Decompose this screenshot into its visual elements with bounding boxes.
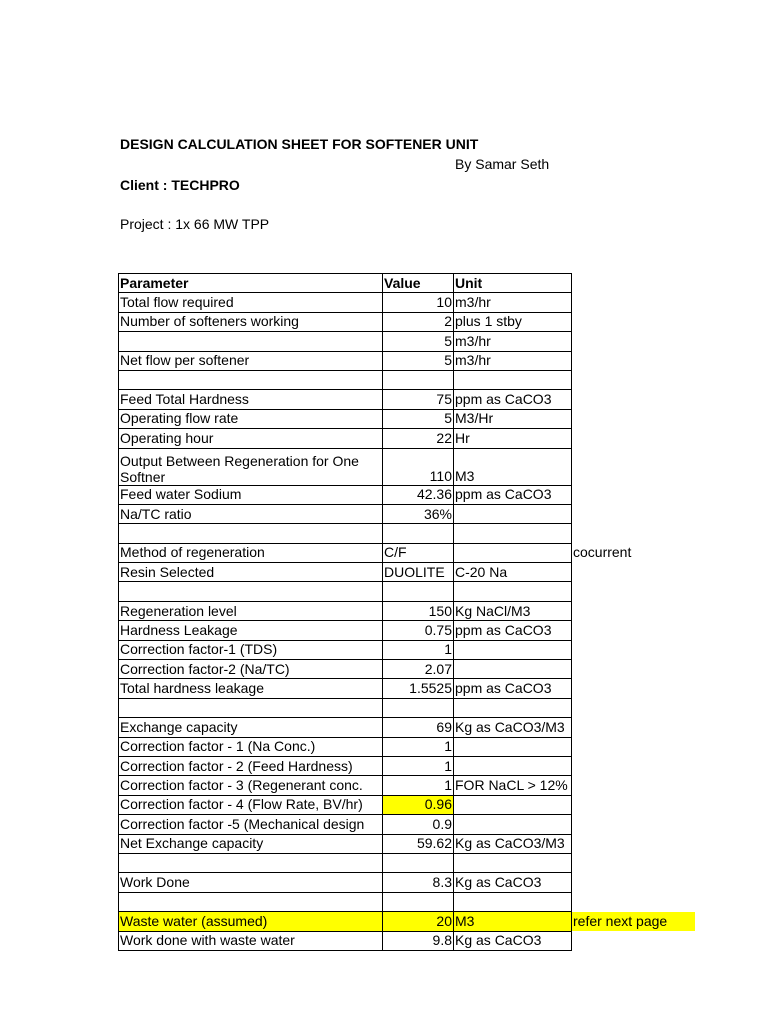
- note-cell: [572, 737, 695, 756]
- note-cell: [572, 601, 695, 620]
- value-cell: 42.36: [383, 485, 454, 504]
- value-cell: [383, 892, 454, 911]
- value-cell: 36%: [383, 504, 454, 523]
- parameter-cell: Correction factor - 3 (Regenerant conc.: [119, 776, 383, 795]
- note-cell: [572, 892, 695, 911]
- unit-cell: [454, 640, 572, 659]
- table-row: [119, 312, 695, 331]
- parameter-cell: Correction factor - 1 (Na Conc.): [119, 737, 383, 756]
- note-cell: [572, 698, 695, 717]
- unit-cell: [454, 524, 572, 543]
- value-cell: 1: [383, 776, 454, 795]
- note-cell: refer next page: [572, 912, 695, 931]
- value-cell: 69: [383, 718, 454, 737]
- value-cell: 5: [383, 332, 454, 351]
- parameter-cell: Feed water Sodium: [119, 485, 383, 504]
- unit-cell: Kg as CaCO3: [454, 873, 572, 892]
- table-row: [119, 370, 695, 389]
- table-row: [119, 601, 695, 620]
- parameter-cell: Net Exchange capacity: [119, 834, 383, 853]
- note-cell: [572, 756, 695, 775]
- table-row: [119, 756, 695, 775]
- table-row: [119, 524, 695, 543]
- value-cell: 5: [383, 409, 454, 428]
- unit-cell: ppm as CaCO3: [454, 621, 572, 640]
- table-row: [119, 621, 695, 640]
- parameter-cell: Correction factor-2 (Na/TC): [119, 660, 383, 679]
- value-cell: [383, 853, 454, 872]
- table-row: [119, 776, 695, 795]
- parameter-cell: Resin Selected: [119, 563, 383, 582]
- unit-cell: [454, 698, 572, 717]
- note-cell: [572, 776, 695, 795]
- value-cell: 0.96: [383, 795, 454, 814]
- value-cell: 8.3: [383, 873, 454, 892]
- table-row: [119, 931, 695, 950]
- parameter-cell: Exchange capacity: [119, 718, 383, 737]
- parameter-cell: [119, 892, 383, 911]
- note-cell: [572, 795, 695, 814]
- value-cell: 20: [383, 912, 454, 931]
- value-cell: 1: [383, 640, 454, 659]
- table-row: [119, 485, 695, 504]
- note-cell: [572, 524, 695, 543]
- sheet-title: DESIGN CALCULATION SHEET FOR SOFTENER UNIT: [120, 136, 479, 152]
- unit-cell: [454, 543, 572, 562]
- unit-cell: [454, 795, 572, 814]
- note-cell: [572, 351, 695, 370]
- unit-cell: M3/Hr: [454, 409, 572, 428]
- note-cell: [572, 504, 695, 523]
- unit-cell: [454, 582, 572, 601]
- table-row: [119, 563, 695, 582]
- parameter-cell: Operating flow rate: [119, 409, 383, 428]
- value-cell: 1.5525: [383, 679, 454, 698]
- note-cell: [572, 873, 695, 892]
- parameter-cell: Method of regeneration: [119, 543, 383, 562]
- note-cell: [572, 931, 695, 950]
- header-parameter: Parameter: [119, 274, 383, 293]
- table-row: [119, 429, 695, 448]
- value-cell: 9.8: [383, 931, 454, 950]
- table-row: [119, 409, 695, 428]
- value-cell: 1: [383, 737, 454, 756]
- table-row: [119, 640, 695, 659]
- value-cell: 5: [383, 351, 454, 370]
- unit-cell: ppm as CaCO3: [454, 679, 572, 698]
- unit-cell: [454, 815, 572, 834]
- parameter-cell: [119, 370, 383, 389]
- note-cell: [572, 582, 695, 601]
- parameter-cell: [119, 853, 383, 872]
- note-cell: [572, 370, 695, 389]
- table-header-row: [119, 274, 695, 293]
- value-cell: DUOLITE: [383, 563, 454, 582]
- unit-cell: [454, 370, 572, 389]
- note-cell: [572, 660, 695, 679]
- author-line: By Samar Seth: [455, 156, 550, 172]
- table-row: [119, 543, 695, 562]
- value-cell: 75: [383, 390, 454, 409]
- table-row: [119, 892, 695, 911]
- value-cell: 0.75: [383, 621, 454, 640]
- value-cell: [383, 524, 454, 543]
- table-row: [119, 834, 695, 853]
- unit-cell: [454, 504, 572, 523]
- value-cell: 110: [383, 448, 454, 485]
- note-cell: [572, 853, 695, 872]
- unit-cell: FOR NaCL > 12%: [454, 776, 572, 795]
- value-cell: 2.07: [383, 660, 454, 679]
- header-unit: Unit: [454, 274, 572, 293]
- unit-cell: m3/hr: [454, 293, 572, 312]
- unit-cell: Hr: [454, 429, 572, 448]
- note-cell: [572, 429, 695, 448]
- table-row: [119, 390, 695, 409]
- parameter-cell: Total flow required: [119, 293, 383, 312]
- table-row: [119, 853, 695, 872]
- value-cell: C/F: [383, 543, 454, 562]
- table-row: [119, 660, 695, 679]
- parameter-cell: Hardness Leakage: [119, 621, 383, 640]
- parameter-cell: [119, 582, 383, 601]
- unit-cell: m3/hr: [454, 351, 572, 370]
- parameter-cell: [119, 524, 383, 543]
- client-line: Client : TECHPRO: [120, 177, 240, 193]
- value-cell: 22: [383, 429, 454, 448]
- header-value: Value: [383, 274, 454, 293]
- parameter-cell: Output Between Regeneration for One Softner: [119, 448, 383, 485]
- parameter-cell: Correction factor -5 (Mechanical design: [119, 815, 383, 834]
- unit-cell: [454, 853, 572, 872]
- unit-cell: Kg as CaCO3: [454, 931, 572, 950]
- unit-cell: [454, 660, 572, 679]
- parameter-cell: Number of softeners working: [119, 312, 383, 331]
- header-note: [572, 274, 695, 293]
- note-cell: [572, 815, 695, 834]
- table-row: [119, 448, 695, 485]
- project-line: Project : 1x 66 MW TPP: [120, 216, 270, 232]
- note-cell: [572, 332, 695, 351]
- table-row: [119, 718, 695, 737]
- table-row: [119, 873, 695, 892]
- value-cell: 2: [383, 312, 454, 331]
- parameter-cell: Correction factor - 4 (Flow Rate, BV/hr): [119, 795, 383, 814]
- note-cell: [572, 448, 695, 485]
- value-cell: [383, 582, 454, 601]
- table-row: [119, 351, 695, 370]
- table-row: [119, 737, 695, 756]
- note-cell: [572, 390, 695, 409]
- note-cell: cocurrent: [573, 544, 632, 561]
- unit-cell: M3: [454, 448, 572, 485]
- unit-cell: Kg NaCl/M3: [454, 601, 572, 620]
- parameter-cell: Feed Total Hardness: [119, 390, 383, 409]
- note-cell: [572, 718, 695, 737]
- note-cell: [572, 621, 695, 640]
- parameter-cell: Net flow per softener: [119, 351, 383, 370]
- value-cell: 10: [383, 293, 454, 312]
- unit-cell: m3/hr: [454, 332, 572, 351]
- table-row: [119, 912, 695, 931]
- value-cell: [383, 698, 454, 717]
- value-cell: 1: [383, 756, 454, 775]
- unit-cell: ppm as CaCO3: [454, 485, 572, 504]
- parameter-cell: [119, 332, 383, 351]
- parameter-cell: Regeneration level: [119, 601, 383, 620]
- parameter-cell: Waste water (assumed): [119, 912, 383, 931]
- parameter-cell: Work Done: [119, 873, 383, 892]
- unit-cell: ppm as CaCO3: [454, 390, 572, 409]
- table-row: [119, 698, 695, 717]
- unit-cell: [454, 737, 572, 756]
- note-cell: [572, 312, 695, 331]
- value-cell: [383, 370, 454, 389]
- note-cell: [572, 640, 695, 659]
- unit-cell: plus 1 stby: [454, 312, 572, 331]
- value-cell: 0.9: [383, 815, 454, 834]
- unit-cell: C-20 Na: [454, 563, 572, 582]
- parameter-cell: Correction factor - 2 (Feed Hardness): [119, 756, 383, 775]
- unit-cell: [454, 756, 572, 775]
- note-cell: [572, 409, 695, 428]
- table-row: [119, 795, 695, 814]
- table-row: [119, 332, 695, 351]
- unit-cell: [454, 892, 572, 911]
- parameter-cell: [119, 698, 383, 717]
- unit-cell: Kg as CaCO3/M3: [454, 718, 572, 737]
- value-cell: 150: [383, 601, 454, 620]
- unit-cell: M3: [454, 912, 572, 931]
- note-cell: [572, 679, 695, 698]
- note-cell: [572, 834, 695, 853]
- note-cell: [572, 485, 695, 504]
- table-row: [119, 679, 695, 698]
- parameter-cell: Work done with waste water: [119, 931, 383, 950]
- parameter-cell: Correction factor-1 (TDS): [119, 640, 383, 659]
- value-cell: 59.62: [383, 834, 454, 853]
- table-row: [119, 582, 695, 601]
- table-row: [119, 815, 695, 834]
- table-row: [119, 293, 695, 312]
- note-cell: [572, 293, 695, 312]
- parameter-cell: Total hardness leakage: [119, 679, 383, 698]
- parameter-cell: Na/TC ratio: [119, 504, 383, 523]
- note-cell: [572, 563, 695, 582]
- unit-cell: Kg as CaCO3/M3: [454, 834, 572, 853]
- table-row: [119, 504, 695, 523]
- calculation-table: [118, 273, 695, 951]
- parameter-cell: Operating hour: [119, 429, 383, 448]
